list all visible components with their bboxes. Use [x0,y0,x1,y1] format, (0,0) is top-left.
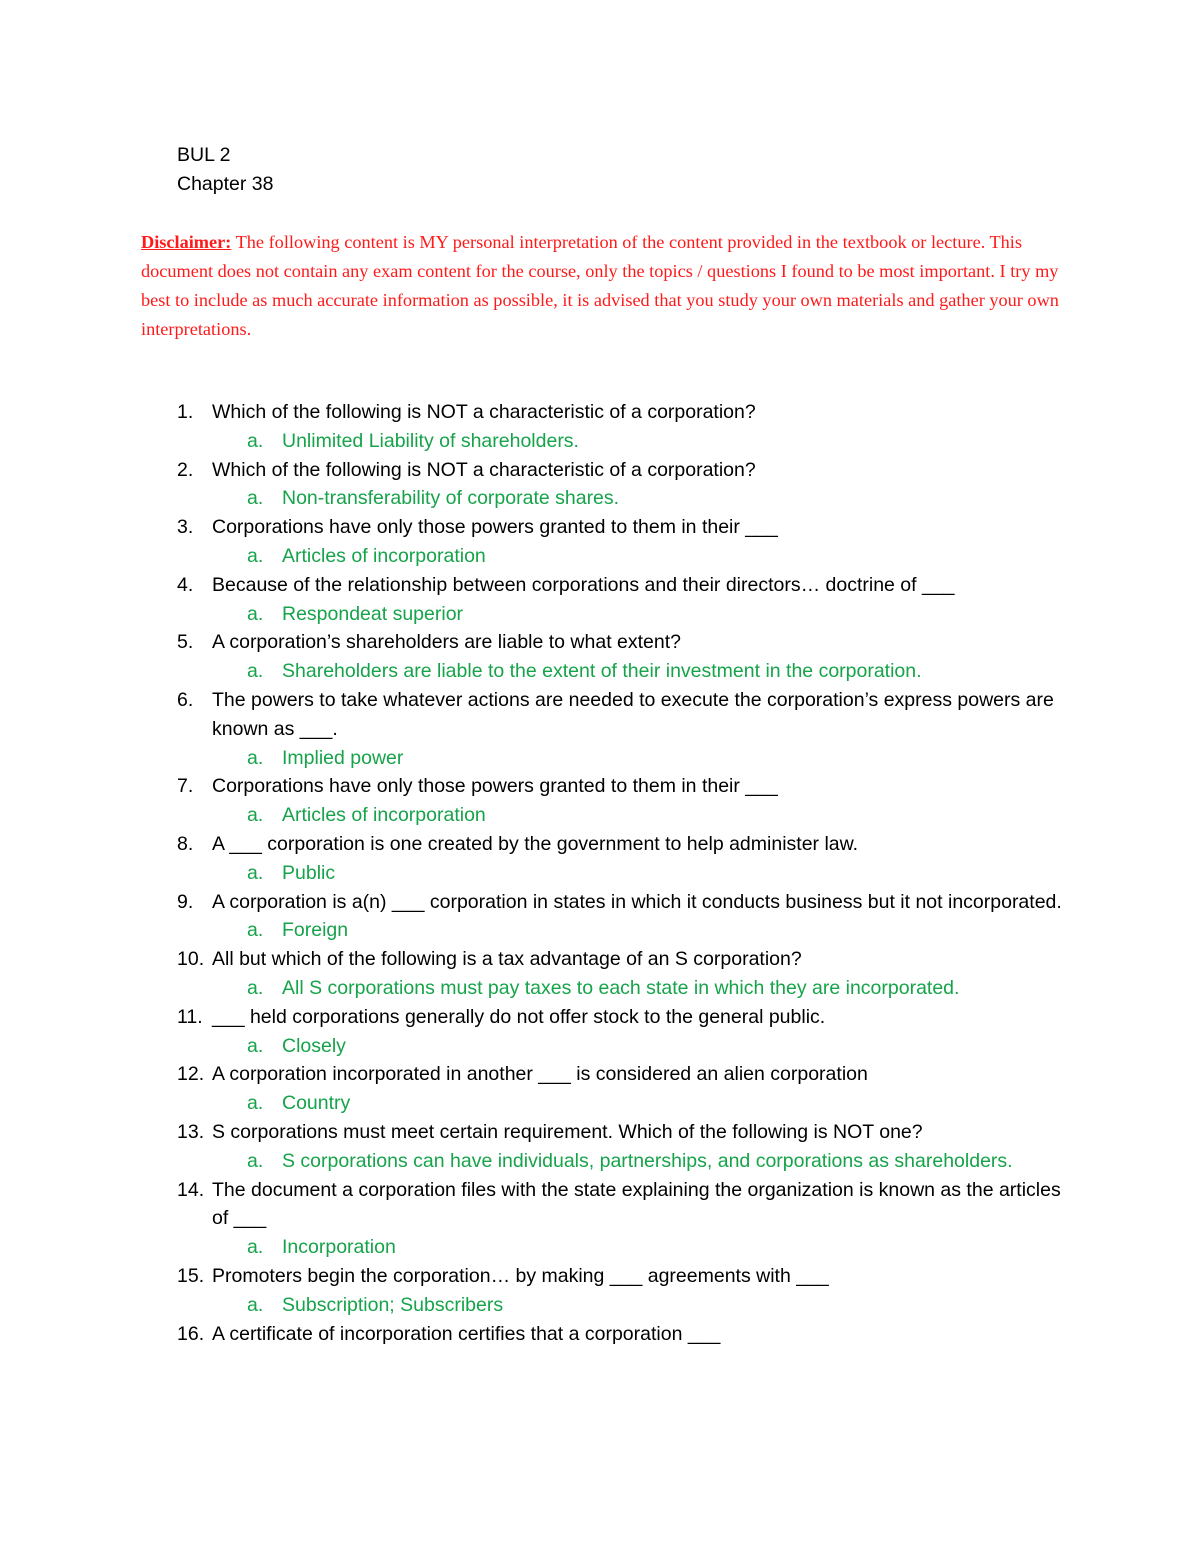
question-text: S corporations must meet certain requirement. Which of the following is NOT one? [212,1120,923,1143]
chapter-title: Chapter 38 [177,173,274,195]
answer-text: Incorporation [282,1236,396,1259]
answer-text: Foreign [282,919,349,942]
question-number: 2. [177,458,194,481]
answer-letter: a. [247,1092,264,1115]
question-number: 4. [177,573,194,596]
question-item [0,513,1200,542]
question-item [0,398,1200,427]
question-number: 10. [177,948,205,971]
answer-letter: a. [247,919,264,942]
question-text: A corporation is a(n) ___ corporation in states in which it conducts business but it not incorporated. [212,890,1062,913]
question-number: 5. [177,631,194,654]
question-text: A certificate of incorporation certifies that a corporation ___ [212,1322,721,1345]
question-text: A corporation incorporated in another ___ is considered an alien corporation [212,1063,868,1086]
question-number: 6. [177,688,194,711]
answer-text: Implied power [282,746,404,769]
answer-letter: a. [247,660,264,683]
question-text: Promoters begin the corporation… by making ___ agreements with ___ [212,1264,829,1287]
answer-item [0,542,1200,571]
answer-item [0,801,1200,830]
question-text: All but which of the following is a tax advantage of an S corporation? [212,948,802,971]
answer-text: Country [282,1092,351,1115]
answer-text: Public [282,861,336,884]
answer-letter: a. [247,804,264,827]
question-text: Because of the relationship between corporations and their directors… doctrine of ___ [212,573,955,596]
course-title: BUL 2 [177,144,231,166]
answer-item [0,1147,1200,1176]
answer-text: Articles of incorporation [282,804,486,827]
disclaimer-paragraph [141,228,1066,344]
answer-letter: a. [247,487,264,510]
question-item [0,1060,1200,1089]
question-item [0,686,1200,744]
answer-item [0,859,1200,888]
answer-item [0,744,1200,773]
question-item [0,1176,1200,1234]
question-number: 12. [177,1063,205,1086]
answer-letter: a. [247,544,264,567]
disclaimer-text: The following content is MY personal interpretation of the content provided in the textbook or lecture. This document does not contain any exam content for the course, only the topics / questions I found to be most important. I try my best to include as much accurate information as possible, it is advised that you study your own materials and gather your own interpretations. [141,232,1059,339]
question-text: ___ held corporations generally do not offer stock to the general public. [212,1005,826,1028]
answer-letter: a. [247,429,264,452]
question-item [0,1003,1200,1032]
question-text: A ___ corporation is one created by the government to help administer law. [212,832,859,855]
question-item [0,1262,1200,1291]
answer-text: Closely [282,1034,346,1057]
question-item [0,628,1200,657]
answer-text: Unlimited Liability of shareholders. [282,429,579,452]
answer-item [0,427,1200,456]
question-text: Corporations have only those powers granted to them in their ___ [212,775,778,798]
answer-item [0,916,1200,945]
answer-item [0,600,1200,629]
question-number: 1. [177,401,194,423]
question-text: The powers to take whatever actions are needed to execute the corporation’s express powers are known as ___. [212,688,1054,740]
question-item [0,888,1200,917]
answer-item [0,1233,1200,1262]
answer-text: Shareholders are liable to the extent of their investment in the corporation. [282,660,922,683]
answer-item [0,1032,1200,1061]
answer-letter: a. [247,1236,264,1259]
question-text: Which of the following is NOT a characteristic of a corporation? [212,458,756,481]
answer-text: Respondeat superior [282,602,464,625]
question-number: 14. [177,1178,205,1201]
answer-text: Non-transferability of corporate shares. [282,487,620,510]
question-item [0,1320,1200,1349]
answer-letter: a. [247,1293,264,1316]
answer-letter: a. [247,1149,264,1172]
question-number: 3. [177,516,194,539]
question-text: Which of the following is NOT a characteristic of a corporation? [212,401,756,423]
disclaimer-label: Disclaimer: [141,232,232,252]
answer-item [0,1089,1200,1118]
question-number: 16. [177,1322,205,1345]
answer-text: All S corporations must pay taxes to each state in which they are incorporated. [282,976,960,999]
answer-item [0,657,1200,686]
question-number: 7. [177,775,194,798]
question-text: The document a corporation files with the state explaining the organization is known as the articles of ___ [212,1178,1061,1230]
question-number: 8. [177,832,194,855]
question-item [0,571,1200,600]
answer-text: Subscription; Subscribers [282,1293,504,1316]
answer-text: Articles of incorporation [282,544,486,567]
answer-letter: a. [247,1034,264,1057]
answer-letter: a. [247,602,264,625]
question-item [0,772,1200,801]
question-number: 9. [177,890,194,913]
answer-item [0,1291,1200,1320]
answer-letter: a. [247,746,264,769]
answer-letter: a. [247,861,264,884]
answer-letter: a. [247,976,264,999]
answer-item [0,484,1200,513]
question-item [0,456,1200,485]
question-item [0,830,1200,859]
question-item [0,1118,1200,1147]
question-text: Corporations have only those powers granted to them in their ___ [212,516,778,539]
question-number: 13. [177,1120,205,1143]
question-number: 11. [177,1005,203,1028]
answer-item [0,974,1200,1003]
answer-text: S corporations can have individuals, partnerships, and corporations as shareholders. [282,1149,1013,1172]
question-number: 15. [177,1264,205,1287]
question-list [0,398,1200,1348]
question-text: A corporation’s shareholders are liable to what extent? [212,631,682,654]
question-item [0,945,1200,974]
